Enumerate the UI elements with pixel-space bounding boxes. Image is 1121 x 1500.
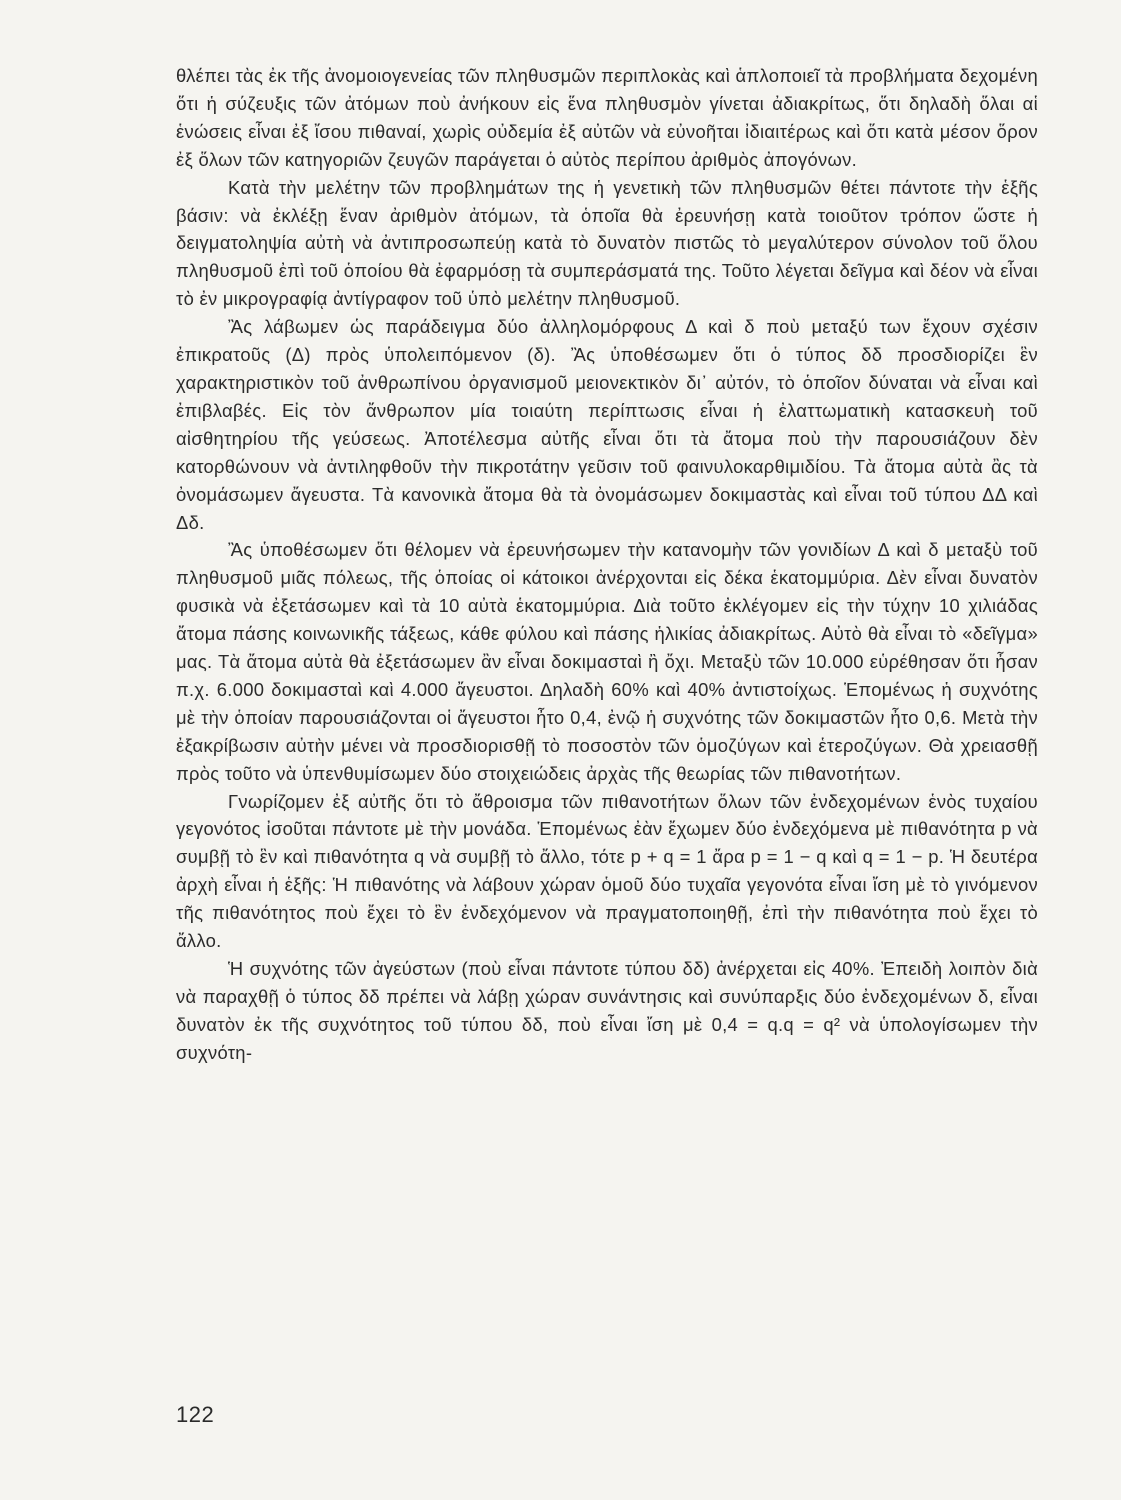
paragraph-4: Ἂς ὑποθέσωμεν ὅτι θέλομεν νὰ ἐρευνήσωμεν τὴν κατανομὴν τῶν γονιδίων Δ καὶ δ μεταξὺ τοῦ πληθυσμοῦ μιᾶς πόλεως, τῆς ὁποίας οἱ κάτοικοι ἀνέρχονται εἰς δέκα ἑκατομμύρια. Δὲν εἶναι δυνατὸν φυσικὰ νὰ ἐξετάσωμεν καὶ τὰ 10 αὐτὰ ἑκατομμύρια. Διὰ τοῦτο ἐκλέγομεν εἰς τὴν τύχην 10 χιλιάδας ἄτομα πάσης κοινωνικῆς τάξεως, κάθε φύλου καὶ πάσης ἡλικίας ἀδιακρίτως. Αὐτὸ θὰ εἶναι τὸ «δεῖγμα» μας. Τὰ ἄτομα αὐτὰ θὰ ἐξετάσωμεν ἂν εἶναι δοκιμασταὶ ἢ ὄχι. Μεταξὺ τῶν 10.000 εὑρέθησαν ὅτι ἦσαν π.χ. 6.000 δοκιμασταὶ καὶ 4.000 ἄγευστοι. Δηλαδὴ 60% καὶ 40% ἀντιστοίχως. Ἑπομένως ἡ συχνότης μὲ τὴν ὁποίαν παρουσιάζονται οἱ ἄγευστοι ἦτο 0,4, ἐνῷ ἡ συχνότης τῶν δοκιμαστῶν ἦτο 0,6. Μετὰ τὴν ἐξακρίβωσιν αὐτὴν μένει νὰ προσδιορισθῇ τὸ ποσοστὸν τῶν ὁμοζύγων καὶ ἑτεροζύγων. Θὰ χρειασθῇ πρὸς τοῦτο νὰ ὑπενθυμίσωμεν δύο στοιχειώδεις ἀρχὰς τῆς θεωρίας τῶν πιθανοτήτων.: [176, 539, 1038, 784]
body-text: [176, 62, 1038, 1067]
paragraph-5: Γνωρίζομεν ἐξ αὐτῆς ὅτι τὸ ἄθροισμα τῶν πιθανοτήτων ὅλων τῶν ἐνδεχομένων ἑνὸς τυχαίου γεγονότος ἰσοῦται πάντοτε μὲ τὴν μονάδα. Ἑπομένως ἐὰν ἔχωμεν δύο ἐνδεχόμενα μὲ πιθανότητα p νὰ συμβῇ τὸ ἓν καὶ πιθανότητα q νὰ συμβῇ τὸ ἄλλο, τότε p + q = 1 ἄρα p = 1 − q καὶ q = 1 − p. Ἡ δευτέρα ἀρχὴ εἶναι ἡ ἑξῆς: Ἡ πιθανότης νὰ λάβουν χώραν ὁμοῦ δύο τυχαῖα γεγονότα εἶναι ἴση μὲ τὸ γινόμενον τῆς πιθανότητος ποὺ ἔχει τὸ ἓν ἐνδεχόμενον νὰ πραγματοποιηθῇ, ἐπὶ τὴν πιθανότητα ποὺ ἔχει τὸ ἄλλο.: [176, 790, 1038, 952]
paragraph-6: Ἡ συχνότης τῶν ἀγεύστων (ποὺ εἶναι πάντοτε τύπου δδ) ἀνέρχεται εἰς 40%. Ἐπειδὴ λοιπὸν διὰ νὰ παραχθῇ ὁ τύπος δδ πρέπει νὰ λάβῃ χώραν συνάντησις καὶ συνύπαρξις δύο ἐνδεχομένων δ, εἶναι δυνατὸν ἐκ τῆς συχνότητος τοῦ τύπου δδ, ποὺ εἶναι ἴση μὲ 0,4 = q.q = q² νὰ ὑπολογίσωμεν τὴν συχνότη-: [176, 958, 1038, 1063]
paragraph-3: Ἂς λάβωμεν ὡς παράδειγμα δύο ἀλληλομόρφους Δ καὶ δ ποὺ μεταξύ των ἔχουν σχέσιν ἐπικρατοῦς (Δ) πρὸς ὑπολειπόμενον (δ). Ἂς ὑποθέσωμεν ὅτι ὁ τύπος δδ προσδιορίζει ἓν χαρακτηριστικὸν τοῦ ἀνθρωπίνου ὀργανισμοῦ μειονεκτικὸν δι᾿ αὐτόν, τὸ ὁποῖον δύναται νὰ εἶναι καὶ ἐπιβλαβές. Εἰς τὸν ἄνθρωπον μία τοιαύτη περίπτωσις εἶναι ἡ ἐλαττωματικὴ κατασκευὴ τοῦ αἰσθητηρίου τῆς γεύσεως. Ἀποτέλεσμα αὐτῆς εἶναι ὅτι τὰ ἄτομα ποὺ τὴν παρουσιάζουν δὲν κατορθώνουν νὰ ἀντιληφθοῦν τὴν πικροτάτην γεῦσιν τοῦ φαινυλοκαρθιμιδίου. Τὰ ἄτομα αὐτὰ ἂς τὰ ὀνομάσωμεν ἄγευστα. Τὰ κανονικὰ ἄτομα θὰ τὰ ὀνομάσωμεν δοκιμαστὰς καὶ εἶναι τοῦ τύπου ΔΔ καὶ Δδ.: [176, 316, 1038, 533]
paragraph-1: θλέπει τὰς ἐκ τῆς ἀνομοιογενείας τῶν πληθυσμῶν περιπλοκὰς καὶ ἁπλοποιεῖ τὰ προβλήματα δεχομένη ὅτι ἡ σύζευξις τῶν ἀτόμων ποὺ ἀνήκουν εἰς ἕνα πληθυσμὸν γίνεται ἀδιακρίτως, ὅτι δηλαδὴ ὅλαι αἱ ἑνώσεις εἶναι ἐξ ἴσου πιθαναί, χωρὶς οὐδεμία ἐξ αὐτῶν νὰ εὐνοῆται ἰδιαιτέρως καὶ ὅτι κατὰ μέσον ὅρον ἐξ ὅλων τῶν κατηγοριῶν ζευγῶν παράγεται ὁ αὐτὸς περίπου ἀριθμὸς ἀπογόνων.: [176, 65, 1038, 170]
page-number: 122: [176, 1402, 215, 1427]
paragraph-2: Κατὰ τὴν μελέτην τῶν προβλημάτων της ἡ γενετικὴ τῶν πληθυσμῶν θέτει πάντοτε τὴν ἑξῆς βάσιν: νὰ ἐκλέξῃ ἕναν ἀριθμὸν ἀτόμων, τὰ ὁποῖα θὰ ἐρευνήσῃ κατὰ τοιοῦτον τρόπον ὥστε ἡ δειγματοληψία αὐτὴ νὰ ἀντιπροσωπεύῃ κατὰ τὸ δυνατὸν πιστῶς τὸ μεγαλύτερον σύνολον τοῦ ὅλου πληθυσμοῦ ἐπὶ τοῦ ὁποίου θὰ ἐφαρμόσῃ τὰ συμπεράσματά της. Τοῦτο λέγεται δεῖγμα καὶ δέον νὰ εἶναι τὸ ἐν μικρογραφίᾳ ἀντίγραφον τοῦ ὑπὸ μελέτην πληθυσμοῦ.: [176, 176, 1038, 310]
